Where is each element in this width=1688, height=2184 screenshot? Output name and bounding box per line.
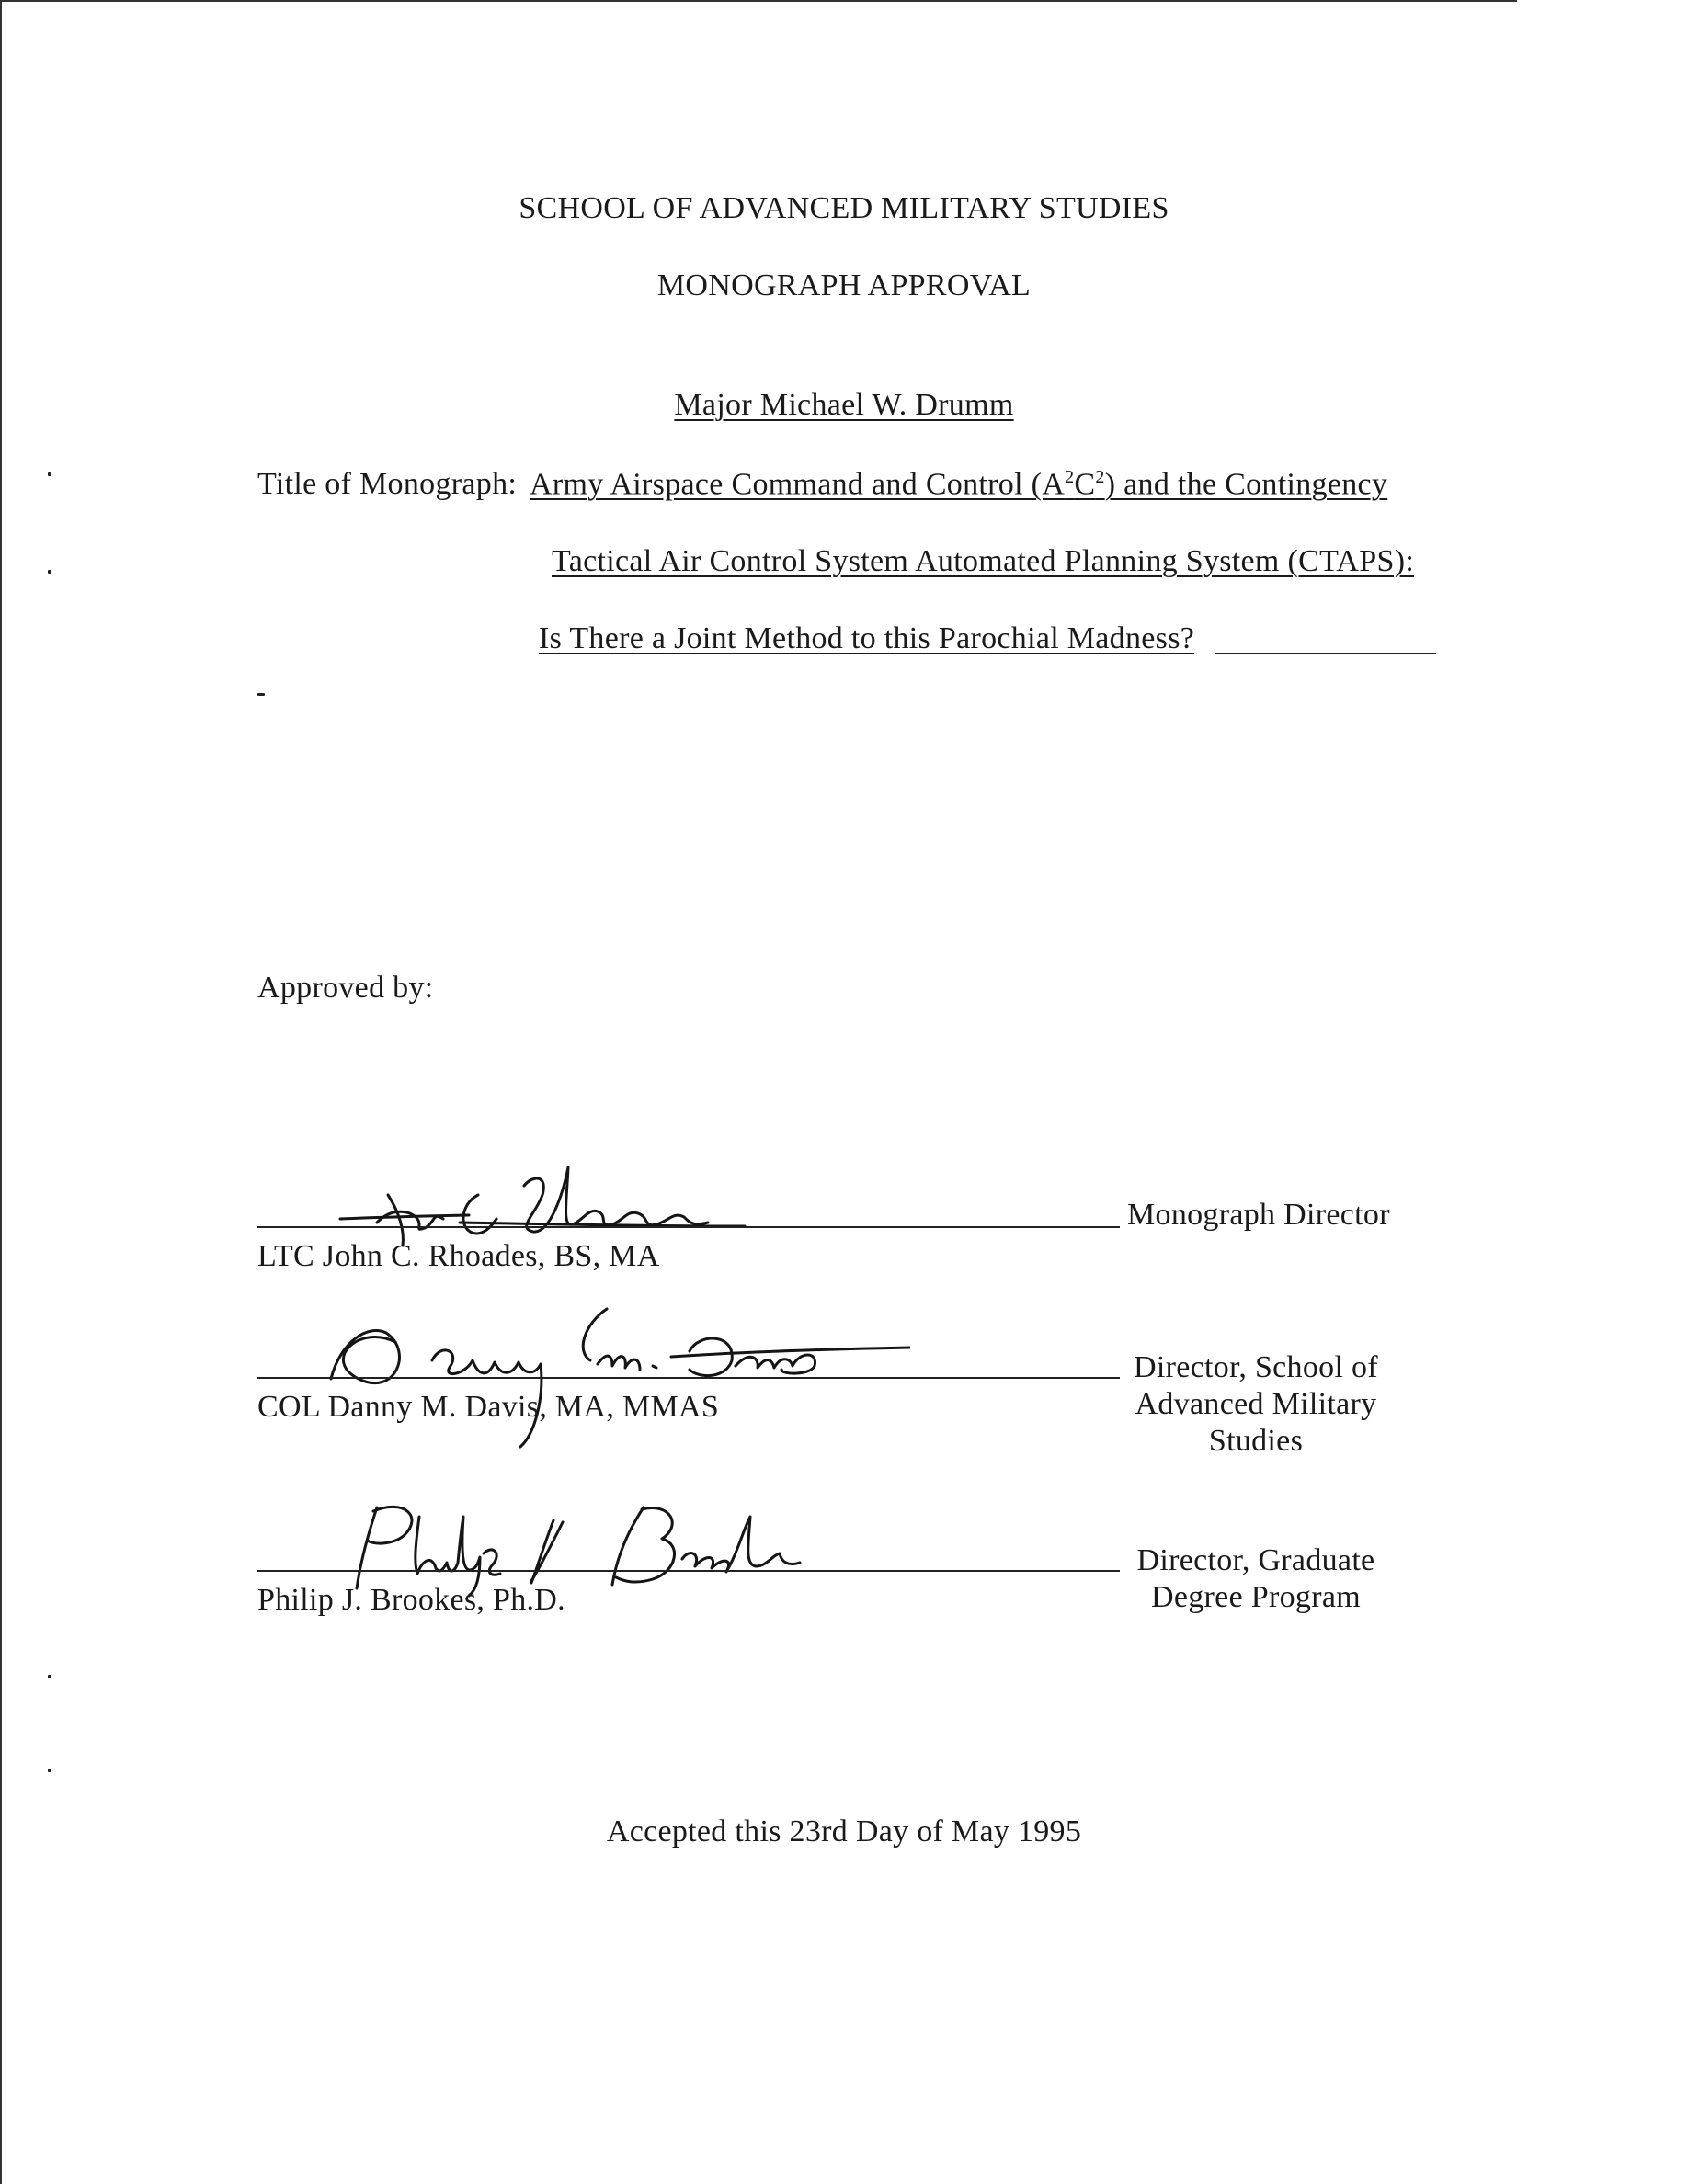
signatory-2-role-line: Advanced Military [1135, 1387, 1377, 1421]
form-title: MONOGRAPH APPROVAL [656, 268, 1032, 302]
monograph-title-label: Title of Monograph: [257, 467, 518, 501]
monograph-title-line-3: Is There a Joint Method to this Parochial Madness? [539, 621, 1195, 655]
signatory-1-name: LTC John C. Rhoades, BS, MA [257, 1239, 660, 1273]
signatory-3-role-line: Director, Graduate [1136, 1543, 1375, 1577]
monograph-title-line-1-mid: C [1074, 467, 1096, 502]
signatory-1-role [1127, 1197, 1390, 1234]
signature-line-1 [257, 1226, 1120, 1228]
monograph-title-line-1-post: ) and the Contingency [1104, 467, 1388, 502]
monograph-title-sup-1: 2 [1065, 467, 1075, 487]
monograph-title-line-2: Tactical Air Control System Automated Planning System (CTAPS): [552, 544, 1415, 578]
monograph-title-sup-2: 2 [1095, 467, 1105, 487]
scan-speck [48, 1769, 51, 1772]
scan-speck [48, 1675, 51, 1678]
approved-by-label: Approved by: [257, 971, 434, 1005]
signature-davis [303, 1287, 910, 1452]
signatory-3-name: Philip J. Brookes, Ph.D. [257, 1583, 565, 1617]
scan-speck [257, 693, 265, 696]
signatory-2-role-line: Studies [1208, 1424, 1304, 1458]
accepted-date: Accepted this 23rd Day of May 1995 [606, 1814, 1082, 1848]
monograph-title-fill-line [1215, 653, 1436, 654]
signatory-2-role [1127, 1349, 1385, 1460]
author-name: Major Michael W. Drumm [674, 388, 1014, 422]
school-name: SCHOOL OF ADVANCED MILITARY STUDIES [519, 191, 1169, 225]
scan-speck [48, 570, 51, 574]
monograph-title-line-1-pre: Army Airspace Command and Control (A [530, 467, 1066, 502]
signatory-2-role-line: Director, School of [1134, 1350, 1378, 1384]
monograph-title-line-1 [530, 467, 1387, 502]
signatory-3-role [1127, 1542, 1385, 1616]
signature-line-2 [257, 1377, 1120, 1379]
scan-speck [48, 472, 51, 476]
scan-border-left [0, 0, 2, 2184]
signatory-1-role-line: Monograph Director [1127, 1198, 1390, 1232]
signatory-3-role-line: Degree Program [1151, 1580, 1361, 1614]
scan-border-top [0, 0, 1517, 2]
signatory-2-name: COL Danny M. Davis, MA, MMAS [257, 1390, 720, 1424]
signature-line-3 [257, 1570, 1120, 1572]
